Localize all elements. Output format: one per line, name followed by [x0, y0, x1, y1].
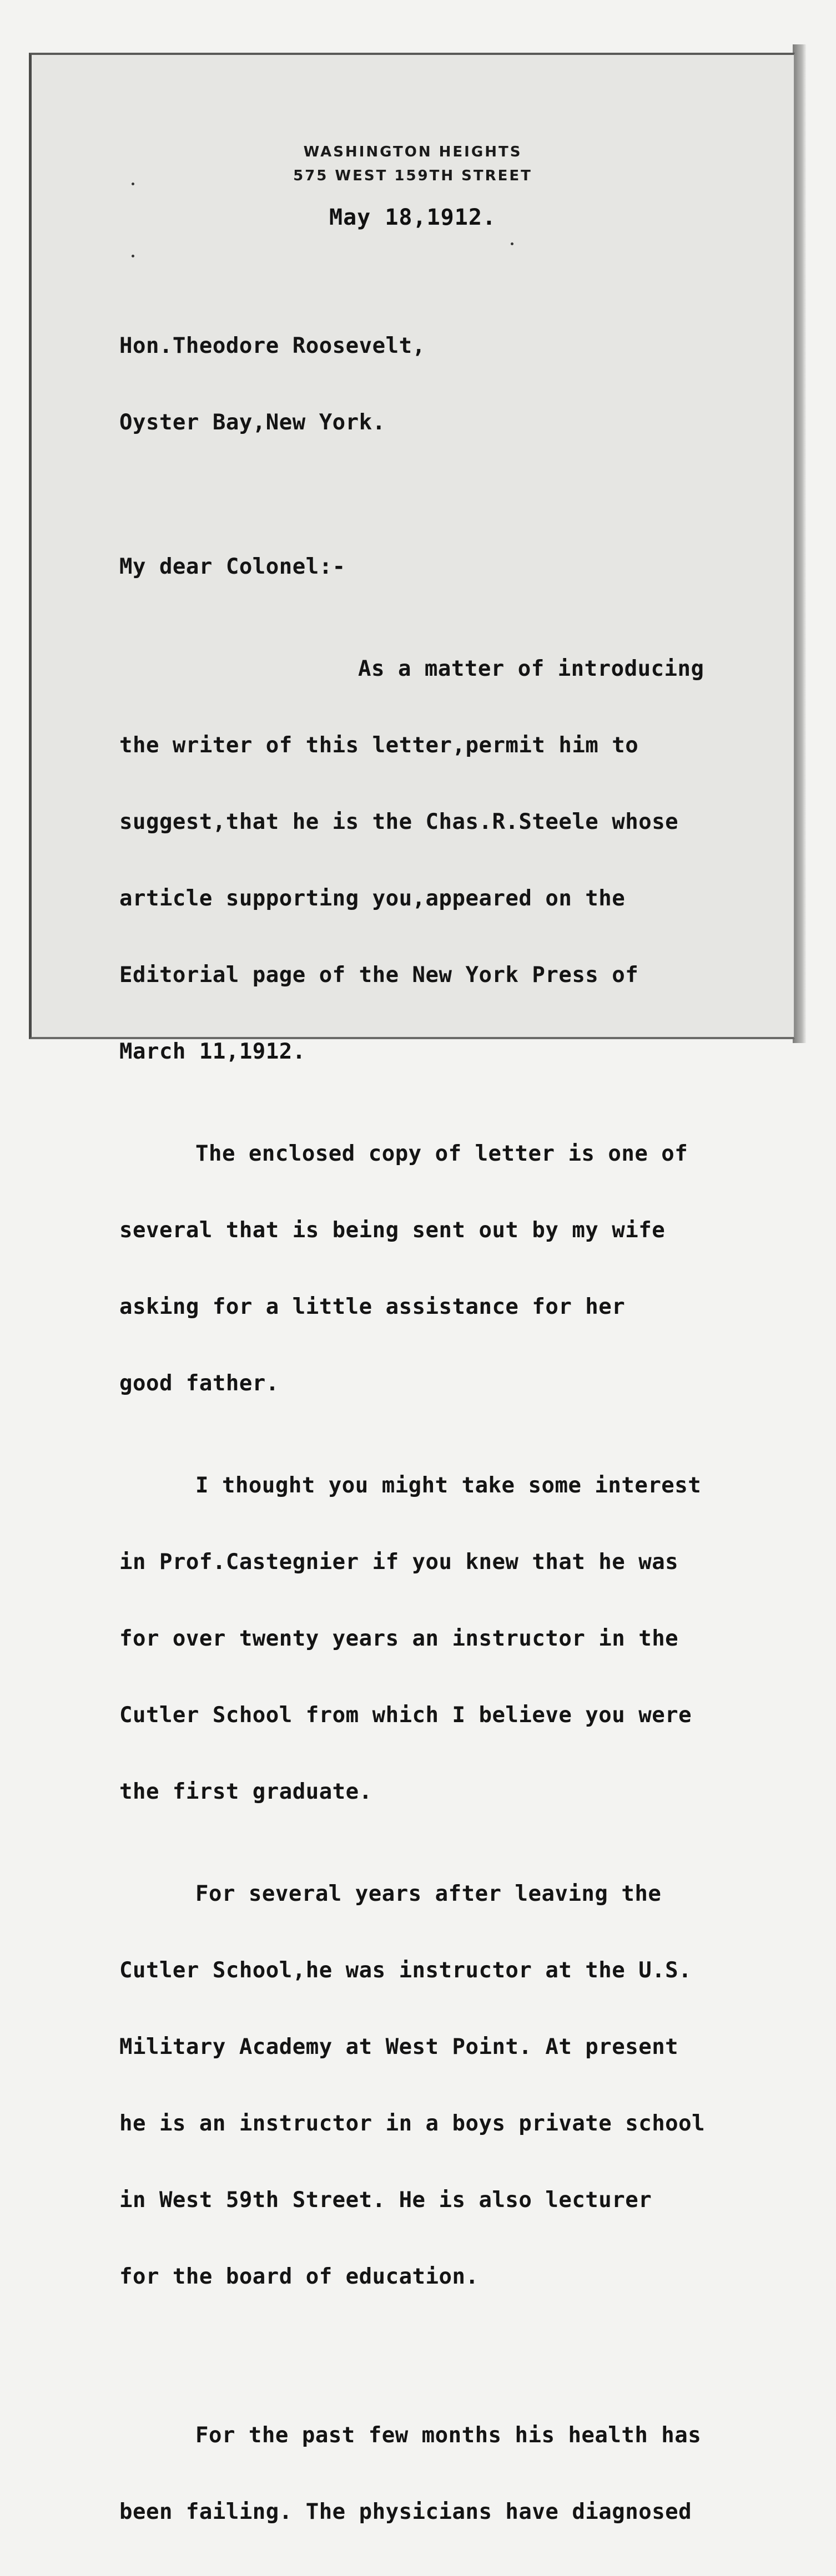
paragraph-line: in Prof.Castegnier if you knew that he was: [119, 1550, 679, 1575]
ink-speck: [511, 242, 513, 245]
paragraph-line: for the board of education.: [119, 2264, 479, 2289]
paragraph-line: for over twenty years an instructor in the: [119, 1626, 679, 1651]
paragraph-line: The enclosed copy of letter is one of: [195, 1141, 688, 1166]
paragraph-line: March 11,1912.: [119, 1039, 306, 1064]
paragraph-line: in West 59th Street. He is also lecturer: [119, 2188, 652, 2213]
paragraph-line: asking for a little assistance for her: [119, 1294, 626, 1319]
letterhead-address: 575 WEST 159TH STREET: [293, 168, 532, 184]
paragraph-line: For the past few months his health has: [195, 2423, 702, 2448]
paragraph-line: he is an instructor in a boys private school: [119, 2111, 706, 2136]
paragraph-line: the writer of this letter,permit him to: [119, 733, 639, 758]
salutation: My dear Colonel:-: [119, 554, 346, 579]
paragraph-line: I thought you might take some interest: [195, 1473, 702, 1498]
paragraph-line: article supporting you,appeared on the: [119, 886, 626, 911]
paragraph-line: Editorial page of the New York Press of: [119, 963, 639, 988]
paragraph-line: the first graduate.: [119, 1779, 372, 1804]
paragraph-line: Cutler School from which I believe you were: [119, 1703, 692, 1728]
letterhead-title: WASHINGTON HEIGHTS: [303, 144, 522, 160]
paragraph-line: Military Academy at West Point. At present: [119, 2035, 679, 2059]
paragraph-line: been failing. The physicians have diagnosed: [119, 2499, 692, 2524]
letter-body: [119, 282, 785, 2576]
letter-page: [29, 53, 795, 2524]
paragraph-line: For several years after leaving the: [195, 1881, 662, 1906]
paragraph-line: suggest,that he is the Chas.R.Steele whose: [119, 809, 679, 834]
ink-speck: [132, 255, 134, 257]
paragraph-line: several that is being sent out by my wife: [119, 1218, 666, 1243]
paragraph-line: As a matter of introducing: [358, 656, 704, 681]
letter-date: May 18,1912.: [329, 205, 496, 230]
paragraph-line: Cutler School,he was instructor at the U.S.: [119, 1958, 692, 1983]
recipient-location: Oyster Bay,New York.: [119, 410, 386, 435]
recipient-name: Hon.Theodore Roosevelt,: [119, 333, 426, 358]
paragraph-line: good father.: [119, 1371, 279, 1396]
ink-speck: [132, 183, 134, 185]
